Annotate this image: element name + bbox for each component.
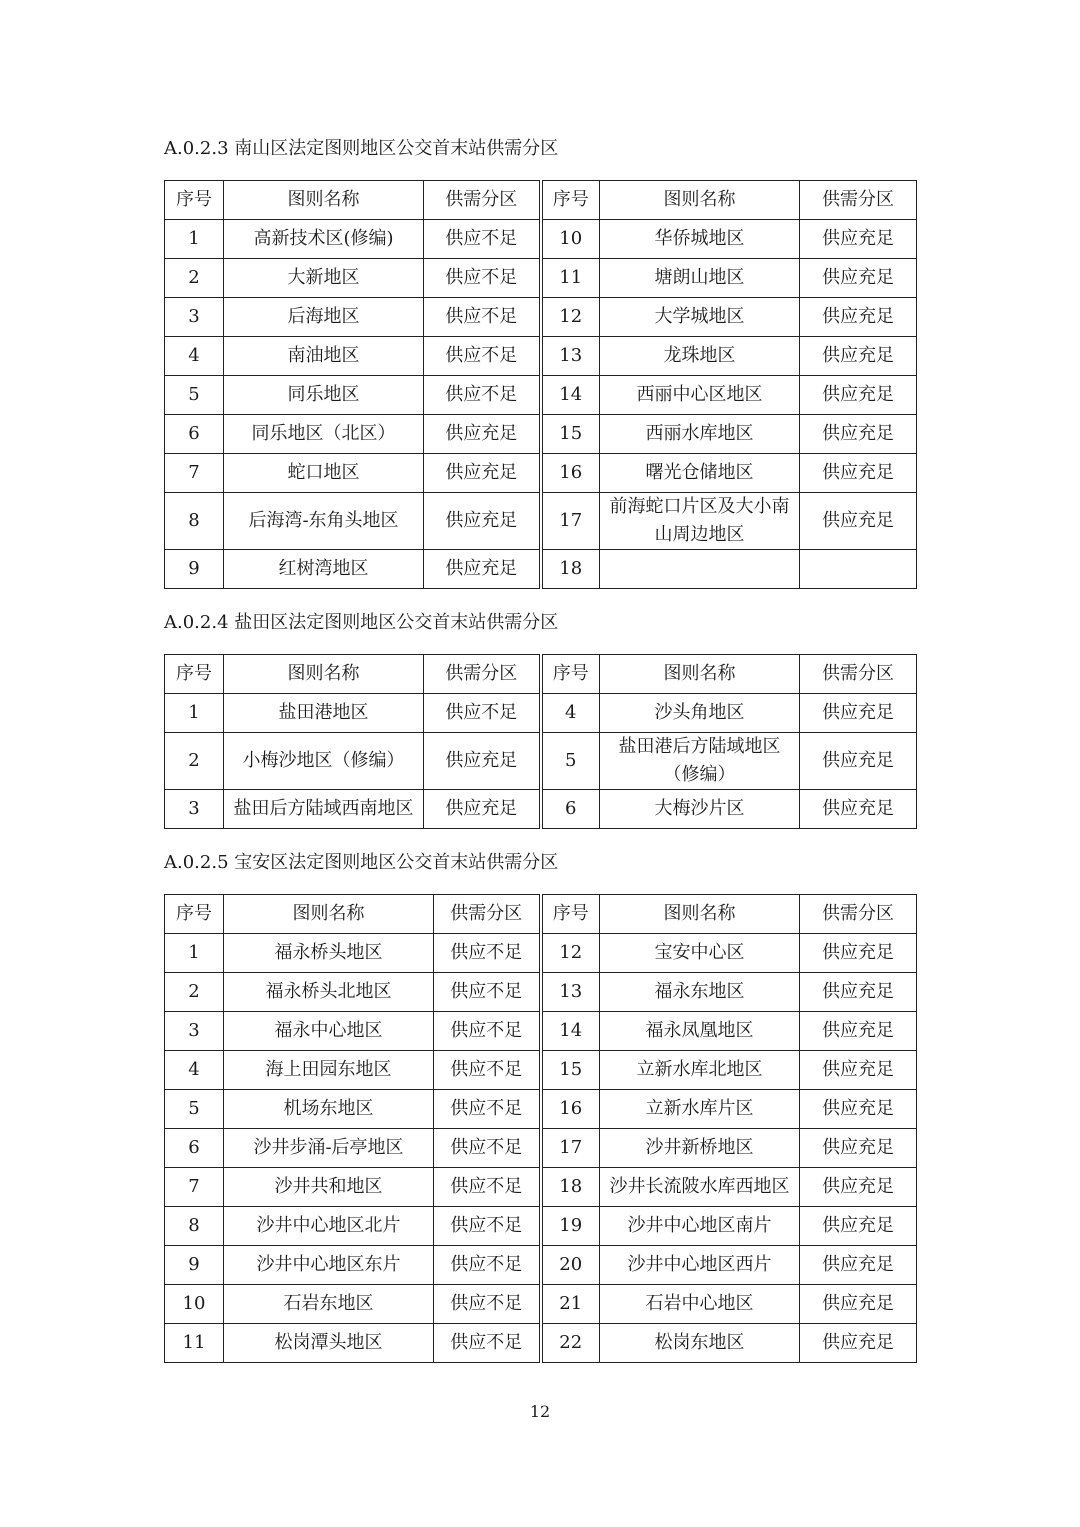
serial-cell: 2 [165,733,224,790]
supply-zone-cell: 供应不足 [424,220,541,259]
plan-name-cell: 同乐地区 [224,376,424,415]
serial-cell: 19 [541,1207,600,1246]
supply-zone-cell: 供应不足 [434,934,541,973]
table-row [165,790,917,829]
plan-name-cell: 前海蛇口片区及大小南山周边地区 [600,493,800,550]
table-row [165,220,917,259]
supply-zone-cell: 供应充足 [800,1246,917,1285]
supply-zone-cell: 供应不足 [424,376,541,415]
supply-zone-cell: 供应充足 [800,220,917,259]
serial-cell: 8 [165,493,224,550]
serial-cell: 7 [165,1168,224,1207]
header-plan-name: 图则名称 [224,655,424,694]
plan-name-cell: 福永东地区 [600,973,800,1012]
header-serial: 序号 [541,181,600,220]
plan-name-cell: 机场东地区 [224,1090,434,1129]
supply-demand-table-baoan [164,894,917,1363]
plan-name-cell: 沙井中心地区西片 [600,1246,800,1285]
serial-cell: 10 [165,1285,224,1324]
serial-cell: 20 [541,1246,600,1285]
supply-demand-table-nanshan [164,180,917,589]
header-supply-zone: 供需分区 [800,655,917,694]
serial-cell: 1 [165,220,224,259]
section-caption-baoan: A.0.2.5 宝安区法定图则地区公交首末站供需分区 [164,852,559,873]
plan-name-cell: 沙井中心地区东片 [224,1246,434,1285]
plan-name-cell: 红树湾地区 [224,550,424,589]
serial-cell: 22 [541,1324,600,1363]
header-supply-zone: 供需分区 [800,895,917,934]
serial-cell: 17 [541,493,600,550]
table-row [165,550,917,589]
serial-cell: 17 [541,1129,600,1168]
supply-zone-cell: 供应充足 [800,493,917,550]
plan-name-cell: 沙井中心地区南片 [600,1207,800,1246]
supply-zone-cell: 供应不足 [434,1129,541,1168]
plan-name-cell: 石岩东地区 [224,1285,434,1324]
table-row [165,1324,917,1363]
supply-zone-cell: 供应充足 [800,259,917,298]
plan-name-cell: 沙头角地区 [600,694,800,733]
serial-cell: 4 [541,694,600,733]
plan-name-cell: 沙井共和地区 [224,1168,434,1207]
table-row [165,1090,917,1129]
plan-name-cell: 南油地区 [224,337,424,376]
serial-cell: 13 [541,973,600,1012]
plan-name-cell: 福永中心地区 [224,1012,434,1051]
table-row [165,1246,917,1285]
page-number: 12 [529,1402,551,1421]
plan-name-cell: 大梅沙片区 [600,790,800,829]
plan-name-cell: 石岩中心地区 [600,1285,800,1324]
plan-name-cell: 蛇口地区 [224,454,424,493]
supply-zone-cell: 供应充足 [800,1051,917,1090]
plan-name-cell: 海上田园东地区 [224,1051,434,1090]
supply-zone-cell: 供应不足 [424,337,541,376]
supply-zone-cell: 供应不足 [434,1246,541,1285]
plan-name-cell: 沙井新桥地区 [600,1129,800,1168]
supply-zone-cell: 供应不足 [424,694,541,733]
serial-cell: 14 [541,376,600,415]
supply-zone-cell: 供应充足 [800,973,917,1012]
serial-cell: 16 [541,1090,600,1129]
header-plan-name: 图则名称 [600,181,800,220]
plan-name-cell: 同乐地区（北区） [224,415,424,454]
table-row [165,694,917,733]
supply-demand-table-yantian [164,654,917,829]
supply-zone-cell: 供应充足 [800,1324,917,1363]
plan-name-cell: 福永凤凰地区 [600,1012,800,1051]
serial-cell: 5 [541,733,600,790]
table-row [165,493,917,550]
serial-cell: 5 [165,376,224,415]
supply-zone-cell: 供应充足 [800,934,917,973]
table-row [165,337,917,376]
plan-name-cell: 松岗潭头地区 [224,1324,434,1363]
serial-cell: 12 [541,934,600,973]
serial-cell: 18 [541,1168,600,1207]
header-plan-name: 图则名称 [600,895,800,934]
serial-cell: 15 [541,1051,600,1090]
plan-name-cell: 沙井步涌-后亭地区 [224,1129,434,1168]
supply-zone-cell: 供应充足 [800,1090,917,1129]
serial-cell: 6 [165,415,224,454]
table-row [165,259,917,298]
supply-zone-cell: 供应充足 [800,454,917,493]
supply-zone-cell: 供应充足 [800,376,917,415]
supply-zone-cell: 供应充足 [800,694,917,733]
supply-zone-cell: 供应不足 [434,1090,541,1129]
serial-cell: 11 [165,1324,224,1363]
table-row [165,1207,917,1246]
serial-cell: 13 [541,337,600,376]
plan-name-cell: 西丽水库地区 [600,415,800,454]
supply-zone-cell: 供应充足 [800,298,917,337]
plan-name-cell: 宝安中心区 [600,934,800,973]
serial-cell: 5 [165,1090,224,1129]
plan-name-cell: 后海湾-东角头地区 [224,493,424,550]
supply-zone-cell: 供应不足 [424,259,541,298]
supply-zone-cell: 供应充足 [800,415,917,454]
serial-cell: 10 [541,220,600,259]
table-row [165,973,917,1012]
serial-cell: 2 [165,973,224,1012]
table-row [165,1012,917,1051]
table-row [165,376,917,415]
header-plan-name: 图则名称 [224,181,424,220]
supply-zone-cell: 供应充足 [800,1207,917,1246]
supply-zone-cell: 供应充足 [424,493,541,550]
supply-zone-cell: 供应不足 [434,1207,541,1246]
supply-zone-cell: 供应充足 [800,790,917,829]
supply-zone-cell: 供应充足 [424,790,541,829]
plan-name-cell: 华侨城地区 [600,220,800,259]
plan-name-cell: 塘朗山地区 [600,259,800,298]
supply-zone-cell: 供应充足 [424,733,541,790]
section-caption-nanshan: A.0.2.3 南山区法定图则地区公交首末站供需分区 [164,138,559,159]
serial-cell: 18 [541,550,600,589]
table-row [165,934,917,973]
serial-cell: 9 [165,550,224,589]
serial-cell: 14 [541,1012,600,1051]
plan-name-cell: 沙井长流陂水库西地区 [600,1168,800,1207]
supply-zone-cell [800,550,917,589]
header-serial: 序号 [165,181,224,220]
supply-zone-cell: 供应不足 [434,1324,541,1363]
serial-cell: 11 [541,259,600,298]
serial-cell: 6 [165,1129,224,1168]
section-caption-yantian: A.0.2.4 盐田区法定图则地区公交首末站供需分区 [164,612,559,633]
plan-name-cell: 小梅沙地区（修编） [224,733,424,790]
plan-name-cell: 沙井中心地区北片 [224,1207,434,1246]
serial-cell: 1 [165,694,224,733]
serial-cell: 2 [165,259,224,298]
serial-cell: 1 [165,934,224,973]
plan-name-cell: 后海地区 [224,298,424,337]
table-row [165,733,917,790]
plan-name-cell: 盐田后方陆域西南地区 [224,790,424,829]
header-plan-name: 图则名称 [224,895,434,934]
serial-cell: 4 [165,1051,224,1090]
serial-cell: 9 [165,1246,224,1285]
header-supply-zone: 供需分区 [800,181,917,220]
plan-name-cell: 立新水库北地区 [600,1051,800,1090]
supply-zone-cell: 供应充足 [800,1129,917,1168]
table-row [165,415,917,454]
plan-name-cell: 高新技术区(修编) [224,220,424,259]
serial-cell: 3 [165,790,224,829]
serial-cell: 6 [541,790,600,829]
serial-cell: 15 [541,415,600,454]
serial-cell: 16 [541,454,600,493]
table-row [165,1285,917,1324]
table-row [165,1168,917,1207]
serial-cell: 3 [165,298,224,337]
supply-zone-cell: 供应不足 [434,1012,541,1051]
supply-zone-cell: 供应不足 [434,973,541,1012]
header-serial: 序号 [165,655,224,694]
serial-cell: 7 [165,454,224,493]
supply-zone-cell: 供应不足 [434,1285,541,1324]
plan-name-cell: 龙珠地区 [600,337,800,376]
header-serial: 序号 [541,655,600,694]
supply-zone-cell: 供应不足 [434,1168,541,1207]
serial-cell: 21 [541,1285,600,1324]
header-plan-name: 图则名称 [600,655,800,694]
supply-zone-cell: 供应充足 [424,415,541,454]
plan-name-cell: 福永桥头北地区 [224,973,434,1012]
plan-name-cell: 盐田港后方陆域地区（修编） [600,733,800,790]
plan-name-cell: 盐田港地区 [224,694,424,733]
header-supply-zone: 供需分区 [424,181,541,220]
table-row [165,1129,917,1168]
supply-zone-cell: 供应充足 [800,1285,917,1324]
plan-name-cell: 大学城地区 [600,298,800,337]
serial-cell: 12 [541,298,600,337]
supply-zone-cell: 供应不足 [434,1051,541,1090]
plan-name-cell: 曙光仓储地区 [600,454,800,493]
plan-name-cell: 福永桥头地区 [224,934,434,973]
serial-cell: 3 [165,1012,224,1051]
supply-zone-cell: 供应充足 [424,454,541,493]
header-serial: 序号 [165,895,224,934]
supply-zone-cell: 供应充足 [800,337,917,376]
header-serial: 序号 [541,895,600,934]
supply-zone-cell: 供应充足 [424,550,541,589]
serial-cell: 8 [165,1207,224,1246]
table-row [165,454,917,493]
supply-zone-cell: 供应充足 [800,733,917,790]
header-supply-zone: 供需分区 [424,655,541,694]
header-supply-zone: 供需分区 [434,895,541,934]
table-row [165,298,917,337]
supply-zone-cell: 供应充足 [800,1168,917,1207]
serial-cell: 4 [165,337,224,376]
supply-zone-cell: 供应充足 [800,1012,917,1051]
table-row [165,1051,917,1090]
plan-name-cell: 西丽中心区地区 [600,376,800,415]
plan-name-cell: 大新地区 [224,259,424,298]
plan-name-cell: 立新水库片区 [600,1090,800,1129]
plan-name-cell [600,550,800,589]
supply-zone-cell: 供应不足 [424,298,541,337]
plan-name-cell: 松岗东地区 [600,1324,800,1363]
